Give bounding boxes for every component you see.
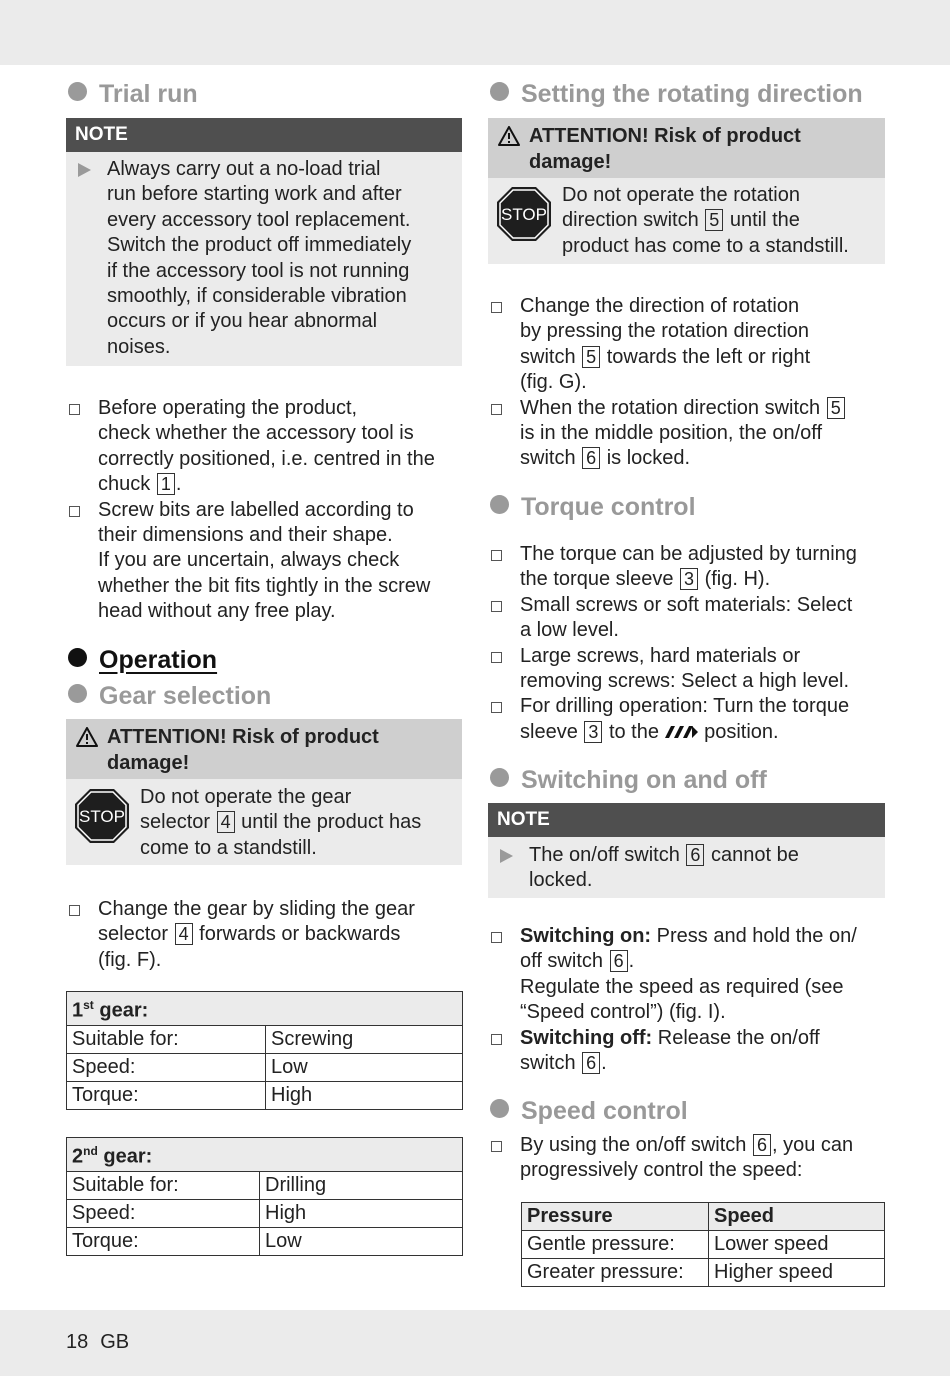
stop-sign-icon <box>496 186 552 242</box>
ref-number: 3 <box>584 721 602 743</box>
bullet-list-rotation <box>488 294 888 472</box>
ref-number: 5 <box>705 209 723 231</box>
svg-text:STOP: STOP <box>501 205 547 224</box>
page-number: 18 <box>66 1331 89 1353</box>
attention-box-gear: ATTENTION! Risk of product damage! STOP Do not operate the gear selector 4 until the product has come to a standstill. <box>66 719 462 865</box>
note-text: Always carry out a no-load trial run before starting work and after every accessory tool replacement. Switch the product off immediately if the accessory tool is not running smoothly, if considerable vibration occurs or if you hear abnormal noises. <box>66 157 462 360</box>
list-item: When the rotation direction switch 5 is in the middle position, the on/off switch 6 is locked. <box>488 396 888 472</box>
checkbox-square-icon <box>491 932 502 943</box>
table-header-row: Pressure Speed <box>522 1203 885 1231</box>
ref-number: 6 <box>582 447 600 469</box>
table-first-gear <box>66 991 463 1110</box>
ref-number: 4 <box>217 811 235 833</box>
ref-number: 6 <box>582 1052 600 1074</box>
list-item: Screw bits are labelled according to their dimensions and their shape. If you are uncertain, always check whether the bit fits tightly in the screw head without any free play. <box>66 498 466 625</box>
play-arrow-icon <box>78 163 91 177</box>
play-arrow-icon <box>500 849 513 863</box>
checkbox-square-icon <box>491 601 502 612</box>
ref-number: 6 <box>753 1134 771 1156</box>
table-speed-control <box>521 1202 885 1287</box>
bullet-dot-icon <box>68 684 87 703</box>
table-row: Speed: High <box>67 1199 463 1227</box>
top-band <box>0 0 950 65</box>
ref-number: 1 <box>157 473 175 495</box>
bullet-list-gear <box>66 897 466 973</box>
note-box-trial-run <box>66 118 462 366</box>
list-item: Change the direction of rotation by pressing the rotation direction switch 5 towards the left or right (fig. G). <box>488 294 888 396</box>
checkbox-square-icon <box>69 905 80 916</box>
table-row: Suitable for: Drilling <box>67 1171 463 1199</box>
list-item: By using the on/off switch 6 , you can progressively control the speed: <box>488 1133 888 1184</box>
list-item: Switching off: Release the on/off switch 6 . <box>488 1026 888 1077</box>
checkbox-square-icon <box>491 702 502 713</box>
warning-triangle-icon <box>498 126 520 146</box>
table-header-row: 1st gear: <box>67 992 463 1026</box>
bullet-list-speed <box>488 1133 888 1184</box>
table-row: Greater pressure: Higher speed <box>522 1259 885 1287</box>
svg-text:STOP: STOP <box>79 807 125 826</box>
table-row: Speed: Low <box>67 1053 463 1081</box>
note-label: NOTE <box>66 118 462 152</box>
attention-box-rotation: ATTENTION! Risk of product damage! STOP Do not operate the rotation direction switch 5 until the product has come to a standstill. <box>488 118 885 264</box>
note-text: The on/off switch 6 cannot be locked. <box>488 843 885 894</box>
bullet-dot-icon <box>68 82 87 101</box>
heading-rotating-direction: Setting the rotating direction <box>490 80 863 109</box>
bullet-list-switching <box>488 924 888 1076</box>
bullet-dot-icon <box>490 1099 509 1118</box>
table-header-row: 2nd gear: <box>67 1138 463 1172</box>
checkbox-square-icon <box>491 302 502 313</box>
bullet-dot-icon <box>68 648 87 667</box>
table-row: Torque: Low <box>67 1227 463 1255</box>
heading-trial-run: Trial run <box>68 80 198 109</box>
heading-switching: Switching on and off <box>490 766 767 795</box>
heading-gear-selection: Gear selection <box>68 682 271 711</box>
checkbox-square-icon <box>69 506 80 517</box>
list-item: Switching on: Press and hold the on/ off switch 6 . Regulate the speed as required (see “Speed control”) (fig. I). <box>488 924 888 1026</box>
table-row: Suitable for: Screwing <box>67 1025 463 1053</box>
note-box-switch <box>488 803 885 898</box>
heading-operation: Operation <box>68 646 217 675</box>
table-second-gear <box>66 1137 463 1256</box>
heading-speed-control: Speed control <box>490 1097 688 1126</box>
list-item: The torque can be adjusted by turning the torque sleeve 3 (fig. H). <box>488 542 888 593</box>
page-footer <box>66 1331 141 1354</box>
checkbox-square-icon <box>491 1141 502 1152</box>
language-code: GB <box>100 1331 130 1353</box>
warning-triangle-icon <box>76 727 98 747</box>
bullet-list-torque <box>488 542 888 745</box>
ref-number: 6 <box>610 950 628 972</box>
note-label: NOTE <box>488 803 885 837</box>
ref-number: 6 <box>686 844 704 866</box>
ref-number: 5 <box>582 346 600 368</box>
ref-number: 3 <box>680 568 698 590</box>
ref-number: 4 <box>175 923 193 945</box>
drill-mode-icon <box>665 725 699 739</box>
bullet-dot-icon <box>490 768 509 787</box>
bullet-list-before-operating <box>66 396 466 625</box>
list-item: Small screws or soft materials: Select a low level. <box>488 593 888 644</box>
list-item: Large screws, hard materials or removing screws: Select a high level. <box>488 644 888 695</box>
list-item: For drilling operation: Turn the torque sleeve 3 to the position. <box>488 694 888 745</box>
heading-torque-control: Torque control <box>490 493 696 522</box>
table-row: Torque: High <box>67 1081 463 1109</box>
checkbox-square-icon <box>491 1034 502 1045</box>
bullet-dot-icon <box>490 82 509 101</box>
bottom-band <box>0 1310 950 1376</box>
table-row: Gentle pressure: Lower speed <box>522 1231 885 1259</box>
ref-number: 5 <box>827 397 845 419</box>
checkbox-square-icon <box>491 652 502 663</box>
checkbox-square-icon <box>491 550 502 561</box>
list-item: Change the gear by sliding the gear selector 4 forwards or backwards (fig. F). <box>66 897 466 973</box>
list-item: Before operating the product, check whether the accessory tool is correctly positioned, i.e. centred in the chuck 1 . <box>66 396 466 498</box>
stop-sign-icon <box>74 788 130 844</box>
bullet-dot-icon <box>490 495 509 514</box>
checkbox-square-icon <box>69 404 80 415</box>
checkbox-square-icon <box>491 404 502 415</box>
